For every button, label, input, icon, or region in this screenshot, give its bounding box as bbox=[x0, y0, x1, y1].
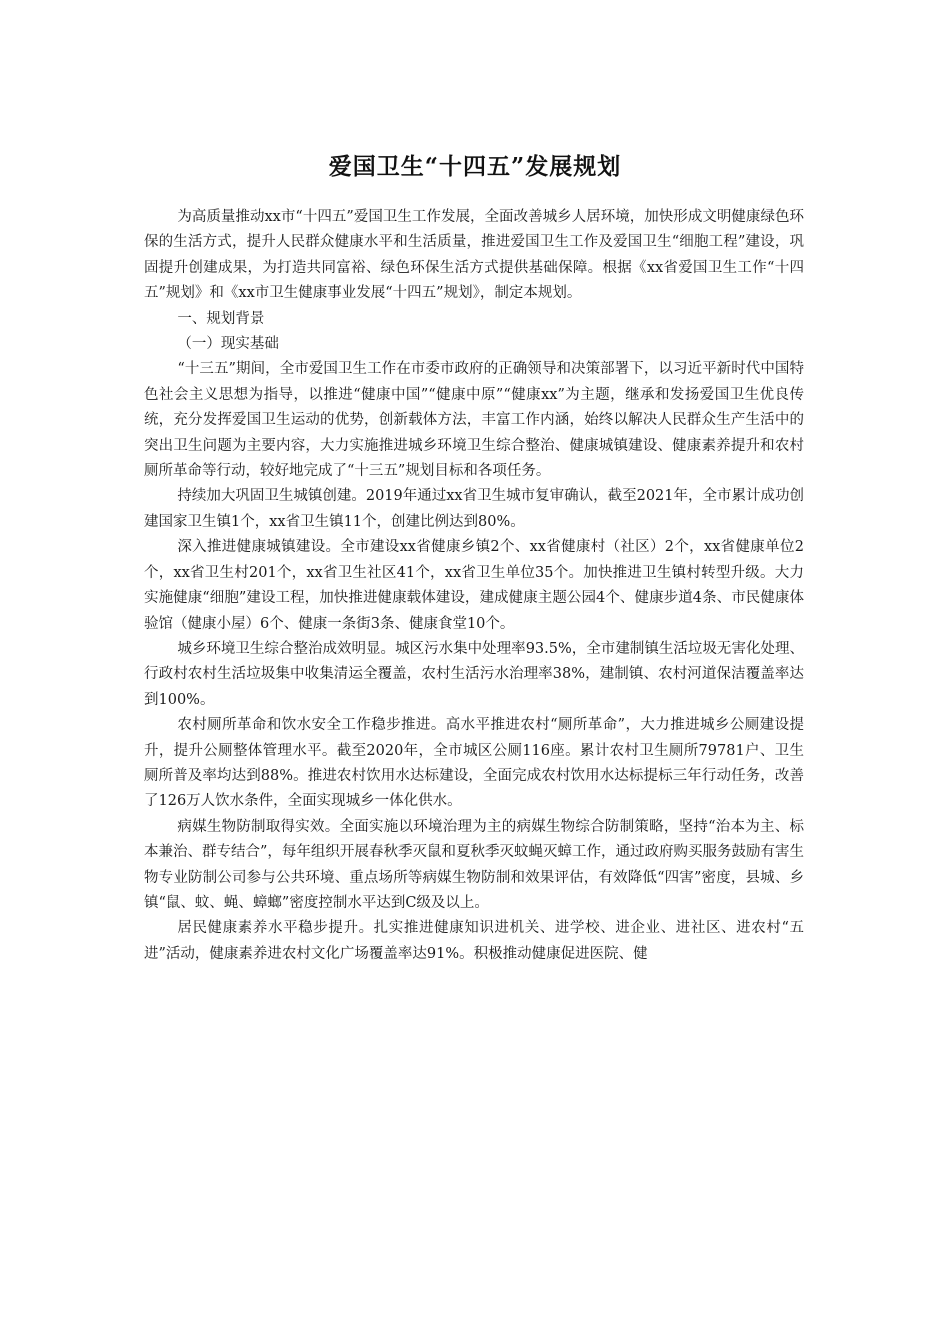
body-paragraph: 农村厕所革命和饮水安全工作稳步推进。高水平推进农村“厕所革命”，大力推进城乡公厕建设提升，提升公厕整体管理水平。截至2020年，全市城区公厕116座。累计农村卫生厕所79781户、卫生厕所普及率均达到88%。推进农村饮用水达标建设，全面完成农村饮用水达标提标三年行动任务，改善了126万人饮水条件，全面实现城乡一体化供水。 bbox=[144, 717, 804, 810]
document-title: 爱国卫生“十四五”发展规划 bbox=[328, 153, 622, 180]
body-paragraph: “十三五”期间，全市爱国卫生工作在市委市政府的正确领导和决策部署下，以习近平新时代中国特色社会主义思想为指导，以推进“健康中国”“健康中原”“健康xx”为主题，继承和发扬爱国卫生优良传统，充分发挥爱国卫生运动的优势，创新载体方法，丰富工作内涵，始终以解决人民群众生产生活中的突出卫生问题为主要内容，大力实施推进城乡环境卫生综合整治、健康城镇建设、健康素养提升和农村厕所革命等行动，较好地完成了“十三五”规划目标和各项任务。 bbox=[144, 361, 804, 480]
section-heading: 一、规划背景 bbox=[177, 310, 265, 327]
document-body bbox=[144, 205, 804, 967]
body-paragraph: 病媒生物防制取得实效。全面实施以环境治理为主的病媒生物综合防制策略，坚持“治本为主、标本兼治、群专结合”，每年组织开展春秋季灭鼠和夏秋季灭蚊蝇灭蟑工作，通过政府购买服务鼓励有害生物专业防制公司参与公共环境、重点场所等病媒生物防制和效果评估，有效降低“四害”密度，县城、乡镇“鼠、蚊、蝇、蟑螂”密度控制水平达到C级及以上。 bbox=[144, 818, 804, 911]
body-paragraph: 居民健康素养水平稳步提升。扎实推进健康知识进机关、进学校、进企业、进社区、进农村“五进”活动，健康素养进农村文化广场覆盖率达91%。积极推动健康促进医院、健 bbox=[144, 920, 804, 962]
body-paragraph: 城乡环境卫生综合整治成效明显。城区污水集中处理率93.5%，全市建制镇生活垃圾无害化处理、行政村农村生活垃圾集中收集清运全覆盖，农村生活污水治理率38%，建制镇、农村河道保洁覆盖率达到100%。 bbox=[144, 640, 804, 708]
body-paragraph: 深入推进健康城镇建设。全市建设xx省健康乡镇2个、xx省健康村（社区）2个，xx省健康单位2个，xx省卫生村201个，xx省卫生社区41个，xx省卫生单位35个。加快推进卫生镇村转型升级。大力实施健康“细胞”建设工程，加快推进健康载体建设，建成健康主题公园4个、健康步道4条、市民健康体验馆（健康小屋）6个、健康一条街3条、健康食堂10个。 bbox=[144, 539, 804, 632]
body-paragraph: 持续加大巩固卫生城镇创建。2019年通过xx省卫生城市复审确认，截至2021年，全市累计成功创建国家卫生镇1个，xx省卫生镇11个，创建比例达到80%。 bbox=[144, 488, 804, 530]
intro-paragraph: 为高质量推动xx市“十四五”爱国卫生工作发展，全面改善城乡人居环境，加快形成文明健康绿色环保的生活方式，提升人民群众健康水平和生活质量，推进爱国卫生工作及爱国卫生“细胞工程”建设，巩固提升创建成果，为打造共同富裕、绿色环保生活方式提供基础保障。根据《xx省爱国卫生工作“十四五”规划》和《xx市卫生健康事业发展“十四五”规划》，制定本规划。 bbox=[144, 209, 804, 302]
subsection-heading: （一）现实基础 bbox=[177, 336, 279, 353]
